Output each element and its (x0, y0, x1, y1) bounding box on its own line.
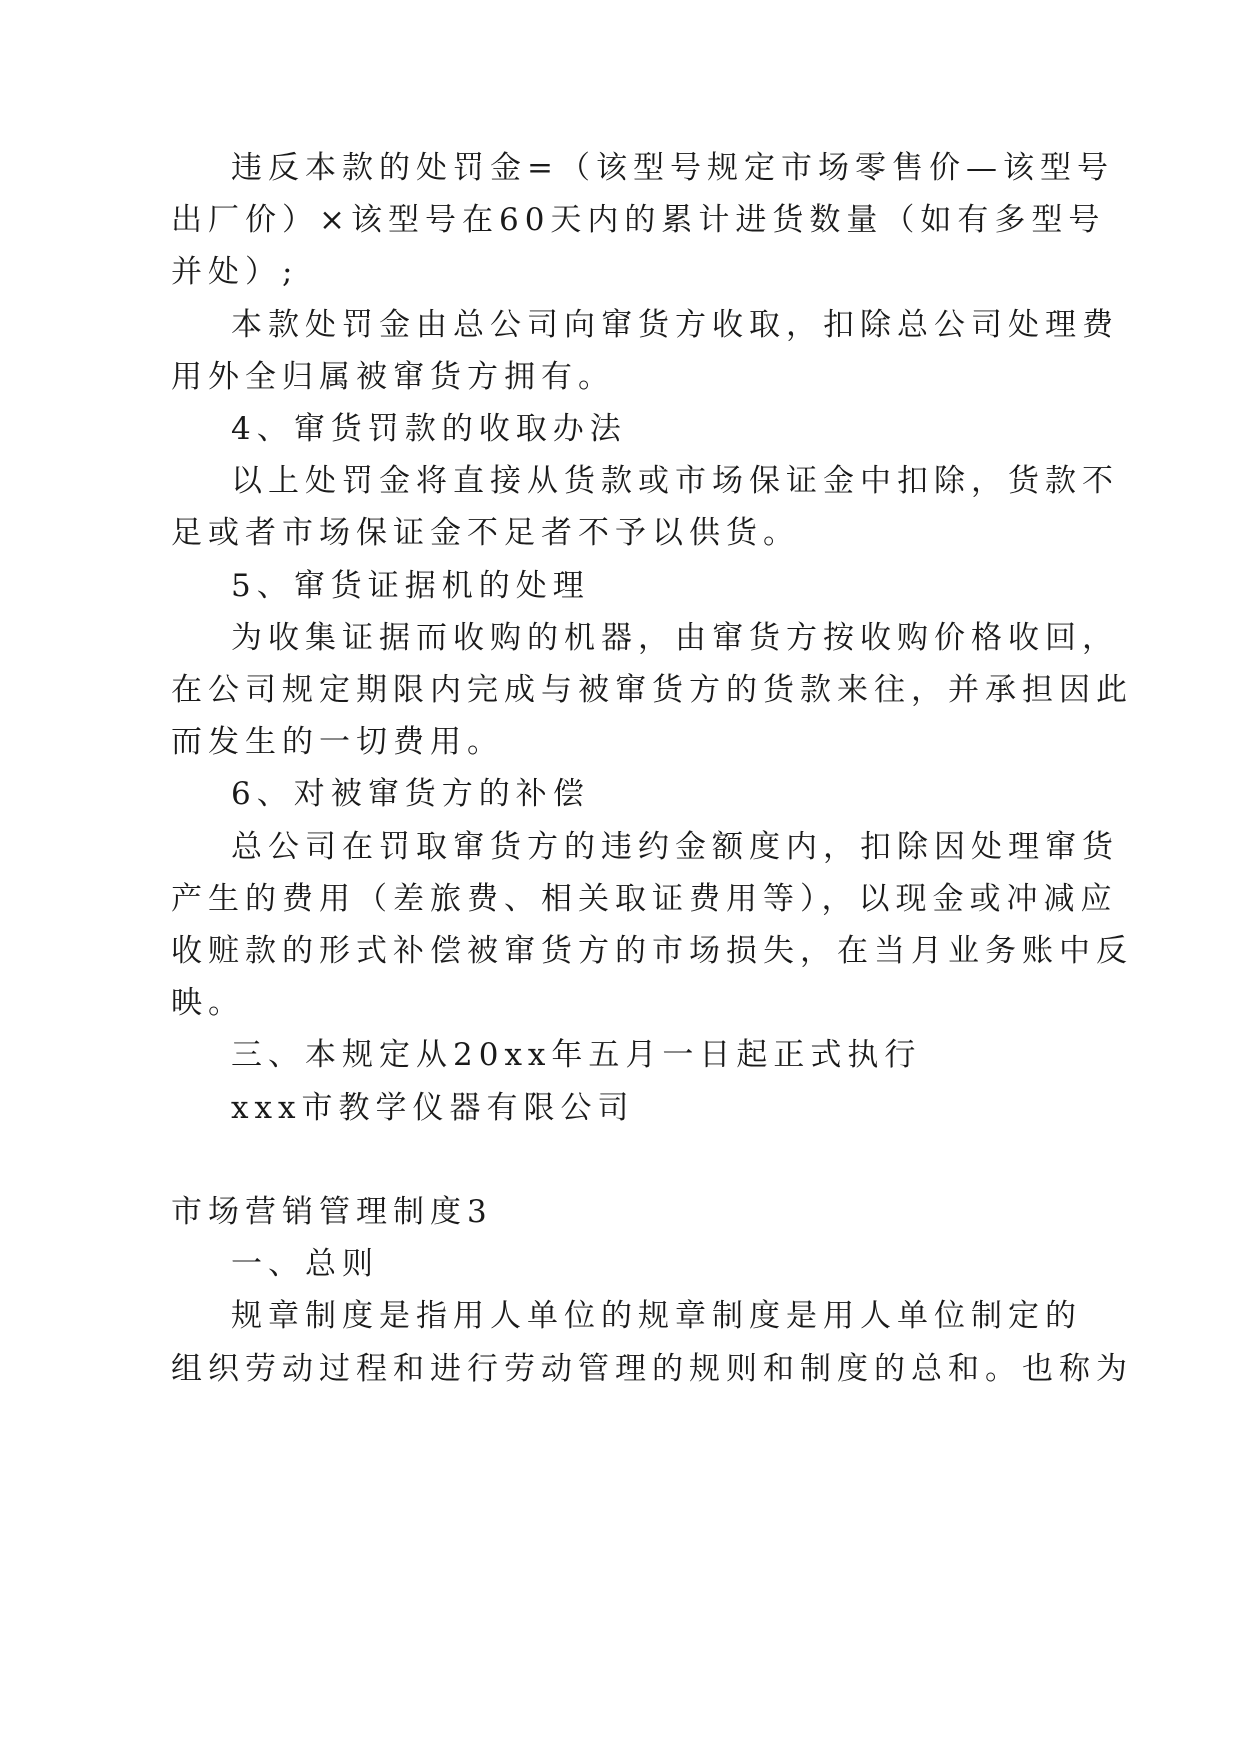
paragraph-line: 出厂价）×该型号在60天内的累计进货数量（如有多型号 (171, 202, 1106, 238)
paragraph-line: 收赃款的形式补偿被窜货方的市场损失，在当月业务账中反 (171, 933, 1133, 969)
paragraph-line: 产生的费用（差旅费、相关取证费用等），以现金或冲减应 (171, 881, 1118, 917)
section-heading: 一、总则 (231, 1246, 379, 1282)
section-heading: 6、对被窜货方的补偿 (231, 776, 590, 812)
paragraph-line: 映。 (171, 985, 245, 1021)
paragraph-line: 本款处罚金由总公司向窜货方收取，扣除总公司处理费 (231, 307, 1119, 343)
paragraph-line: 而发生的一切费用。 (171, 724, 504, 760)
paragraph-line: 用外全归属被窜货方拥有。 (171, 359, 615, 395)
company-signature: xxx市教学仪器有限公司 (231, 1090, 635, 1126)
paragraph-line: 违反本款的处罚金=（该型号规定市场零售价—该型号 (231, 150, 1114, 186)
paragraph-line: 为收集证据而收购的机器，由窜货方按收购价格收回， (231, 620, 1119, 656)
paragraph-line: 总公司在罚取窜货方的违约金额度内，扣除因处理窜货 (231, 829, 1119, 865)
section-heading: 三、本规定从20xx年五月一日起正式执行 (231, 1037, 922, 1073)
paragraph-line: 并处）; (171, 254, 299, 290)
paragraph-line: 以上处罚金将直接从货款或市场保证金中扣除，货款不 (231, 463, 1119, 499)
document-title: 市场营销管理制度3 (171, 1194, 493, 1230)
section-heading: 5、窜货证据机的处理 (231, 568, 590, 604)
paragraph-line: 规章制度是指用人单位的规章制度是用人单位制定的 (231, 1298, 1082, 1334)
paragraph-line: 足或者市场保证金不足者不予以供货。 (171, 515, 800, 551)
paragraph-line: 在公司规定期限内完成与被窜货方的货款来往，并承担因此 (171, 672, 1133, 708)
paragraph-line: 组织劳动过程和进行劳动管理的规则和制度的总和。也称为 (171, 1351, 1133, 1387)
section-heading: 4、窜货罚款的收取办法 (231, 411, 627, 447)
